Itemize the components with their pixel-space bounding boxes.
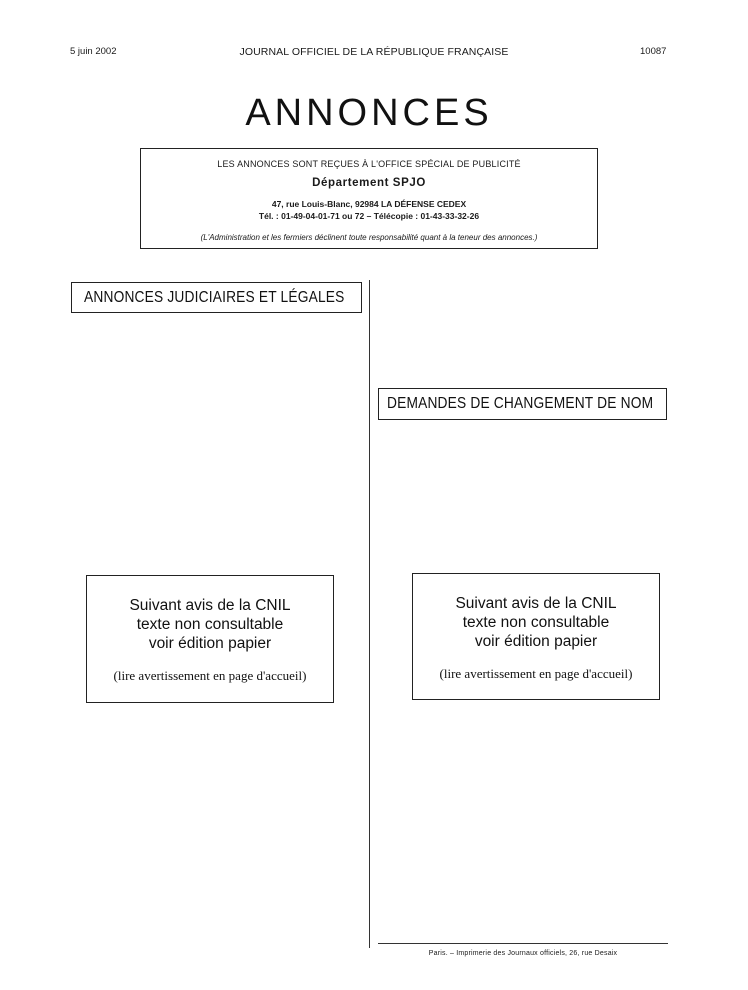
cnil-notice-warning: (lire avertissement en page d'accueil) bbox=[439, 666, 633, 681]
column-divider bbox=[369, 280, 370, 948]
section-heading-name-change-label: DEMANDES DE CHANGEMENT DE NOM bbox=[387, 395, 654, 412]
office-phone: Tél. : 01-49-04-01-71 ou 72 – Télécopie : 01-43-33-32-26 bbox=[258, 211, 480, 221]
cnil-notice-warning: (lire avertissement en page d'accueil) bbox=[113, 668, 307, 683]
cnil-notice-line3: voir édition papier bbox=[148, 635, 272, 652]
journal-name: JOURNAL OFFICIEL DE LA RÉPUBLIQUE FRANÇAISE bbox=[239, 46, 509, 58]
section-heading-judicial-label: ANNONCES JUDICIAIRES ET LÉGALES bbox=[84, 289, 345, 306]
disclaimer-note: (L'Administration et les fermiers déclinent toute responsabilité quant à la teneur des annonces.) bbox=[200, 233, 538, 242]
cnil-notice-line1: Suivant avis de la CNIL bbox=[129, 597, 291, 614]
publicity-office-box bbox=[140, 148, 598, 249]
page-title: ANNONCES bbox=[245, 92, 493, 134]
footer-rule bbox=[378, 943, 668, 944]
cnil-notice-line3: voir édition papier bbox=[474, 633, 598, 650]
department-name: Département SPJO bbox=[312, 177, 426, 189]
reception-notice: LES ANNONCES SONT REÇUES À L'OFFICE SPÉCIAL DE PUBLICITÉ bbox=[217, 159, 521, 169]
issue-date: 5 juin 2002 bbox=[70, 46, 117, 57]
cnil-notice-line1: Suivant avis de la CNIL bbox=[455, 595, 617, 612]
cnil-notice-line2: texte non consultable bbox=[136, 616, 284, 633]
office-address: 47, rue Louis-Blanc, 92984 LA DÉFENSE CEDEX bbox=[271, 199, 467, 209]
section-heading-judicial bbox=[71, 282, 362, 313]
printer-imprint: Paris. – Imprimerie des Journaux officiels, 26, rue Desaix bbox=[428, 950, 618, 957]
cnil-notice-line2: texte non consultable bbox=[462, 614, 610, 631]
cnil-notice-right bbox=[412, 573, 660, 700]
page-number: 10087 bbox=[640, 46, 667, 57]
section-heading-name-change bbox=[378, 388, 667, 420]
cnil-notice-left bbox=[86, 575, 334, 703]
